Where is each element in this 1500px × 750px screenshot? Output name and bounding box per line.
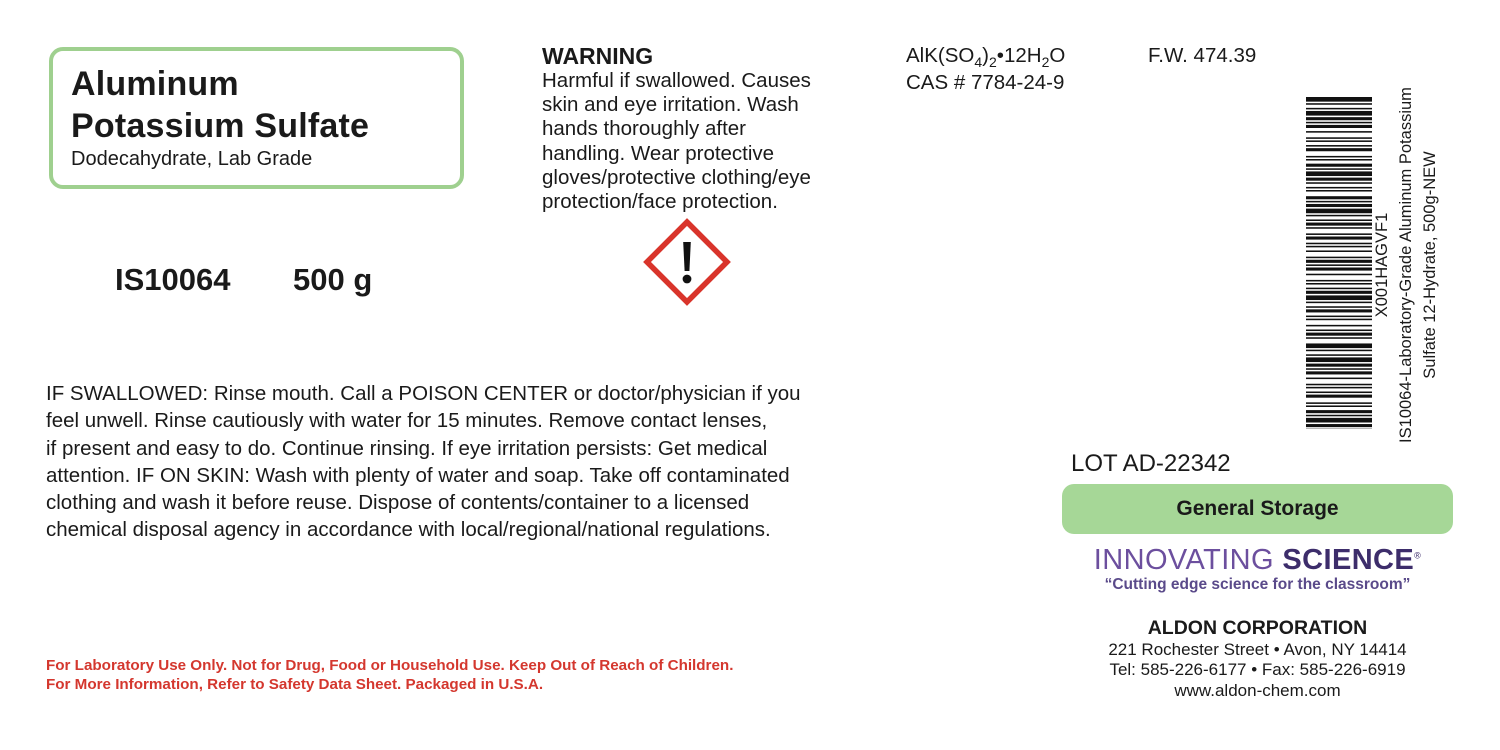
barcode-bar	[1306, 302, 1372, 304]
warning-title: WARNING	[542, 43, 654, 69]
barcode-bar	[1306, 418, 1372, 423]
barcode-bar	[1306, 246, 1372, 248]
barcode	[1306, 97, 1372, 429]
product-name-box	[49, 47, 464, 189]
barcode-bar	[1306, 140, 1372, 142]
barcode-bar	[1306, 405, 1372, 407]
barcode-bar	[1306, 111, 1372, 116]
barcode-bar	[1306, 424, 1372, 427]
barcode-bar	[1306, 260, 1372, 263]
brand-logo: INNOVATING SCIENCE®	[1093, 544, 1422, 576]
warning-line: skin and eye irritation. Wash	[542, 93, 799, 117]
barcode-bar	[1306, 233, 1372, 235]
chemical-formula: $AlK(SO_4)_2•12H_2O$	[906, 44, 1066, 71]
warning-line: handling. Wear protective	[542, 141, 775, 165]
barcode-bar	[1306, 159, 1372, 161]
barcode-bar	[1306, 227, 1372, 229]
barcode-bar	[1306, 330, 1372, 332]
barcode-bar	[1306, 415, 1372, 417]
product-subtitle: Dodecahydrate, Lab Grade	[71, 148, 313, 170]
company-name: ALDON CORPORATION	[1147, 617, 1368, 639]
barcode-bar	[1306, 357, 1372, 362]
barcode-bar	[1306, 368, 1372, 370]
barcode-bar	[1306, 237, 1372, 240]
brand-tagline: “Cutting edge science for the classroom”	[1104, 576, 1411, 593]
barcode-bar	[1306, 295, 1372, 300]
barcode-bar	[1306, 137, 1372, 139]
barcode-bar	[1306, 264, 1372, 266]
first-aid-line: IF SWALLOWED: Rinse mouth. Call a POISON CENTER or doctor/physician if you	[46, 382, 801, 405]
warning-line: protection/face protection.	[542, 190, 778, 214]
barcode-bar	[1306, 364, 1372, 367]
barcode-bar	[1306, 387, 1372, 389]
warning-line: gloves/protective clothing/eye	[542, 165, 811, 189]
first-aid-instructions	[46, 380, 886, 544]
barcode-bar	[1306, 215, 1372, 217]
company-info	[1062, 618, 1453, 701]
barcode-bar	[1306, 309, 1372, 312]
product-name-line2: Potassium Sulfate	[71, 107, 370, 145]
barcode-bar	[1306, 288, 1372, 290]
barcode-bar	[1306, 108, 1372, 110]
company-address: 221 Rochester Street • Avon, NY 14414	[1108, 639, 1407, 659]
barcode-bar	[1306, 392, 1372, 394]
cas-number: CAS # 7784-24-9	[906, 71, 1065, 94]
barcode-bar	[1306, 378, 1372, 380]
barcode-bar	[1306, 371, 1372, 374]
barcode-bar	[1306, 145, 1372, 147]
barcode-bar	[1306, 337, 1372, 339]
barcode-bar	[1306, 243, 1372, 245]
lab-use-line2: For More Information, Refer to Safety Data Sheet. Packaged in U.S.A.	[46, 676, 544, 693]
warning-line: hands thoroughly after	[542, 117, 746, 141]
barcode-bar	[1306, 164, 1372, 167]
barcode-bar	[1306, 223, 1372, 226]
barcode-bar	[1306, 209, 1372, 214]
barcode-bar	[1306, 187, 1372, 189]
ghs-exclamation-mark-icon	[643, 218, 731, 306]
barcode-bar	[1306, 410, 1372, 413]
barcode-bar	[1306, 274, 1372, 276]
first-aid-line: attention. IF ON SKIN: Wash with plenty of water and soap. Take off contaminated	[46, 463, 790, 487]
lab-use-line1: For Laboratory Use Only. Not for Drug, Food or Household Use. Keep Out of Reach of Children.	[46, 657, 734, 674]
barcode-bar	[1306, 268, 1372, 271]
company-website: www.aldon-chem.com	[1174, 680, 1341, 700]
barcode-bar	[1306, 219, 1372, 221]
first-aid-line: feel unwell. Rinse cautiously with water for 15 minutes. Remove contact lenses,	[46, 409, 768, 433]
barcode-bar	[1306, 204, 1372, 207]
formula-weight: F.W. 474.39	[1148, 44, 1257, 67]
barcode-bar	[1306, 125, 1372, 128]
barcode-bar	[1306, 97, 1372, 102]
barcode-caption	[1370, 55, 1460, 475]
first-aid-line: if present and easy to do. Continue rinsing. If eye irritation persists: Get medical	[46, 436, 768, 460]
barcode-bar	[1306, 354, 1372, 356]
warning-line: Harmful if swallowed. Causes	[542, 69, 811, 92]
barcode-bar	[1306, 316, 1372, 318]
barcode-bar	[1306, 171, 1372, 176]
barcode-bar	[1306, 306, 1372, 308]
catalog-number: IS10064	[115, 262, 231, 297]
barcode-bar	[1306, 131, 1372, 133]
barcode-bar	[1306, 343, 1372, 348]
lab-use-notice	[46, 656, 733, 694]
barcode-bar	[1306, 384, 1372, 386]
barcode-bar	[1306, 148, 1372, 151]
warning-statement	[542, 69, 862, 214]
barcode-bar	[1306, 168, 1372, 170]
barcode-bar	[1306, 395, 1372, 398]
barcode-bar	[1306, 117, 1372, 120]
barcode-bar	[1306, 103, 1372, 105]
first-aid-line: clothing and wash it before reuse. Dispose of contents/container to a licensed	[46, 491, 750, 515]
first-aid-line: chemical disposal agency in accordance with local/regional/national regulations.	[46, 518, 771, 542]
lot-number: LOT AD-22342	[1071, 450, 1231, 477]
barcode-bar	[1306, 291, 1372, 294]
barcode-bar	[1306, 156, 1372, 158]
barcode-fnsku: X001HAGVF1	[1373, 212, 1391, 318]
barcode-bar	[1306, 190, 1372, 192]
barcode-bar	[1306, 280, 1372, 282]
barcode-bar	[1306, 325, 1372, 327]
company-phone: Tel: 585-226-6177 • Fax: 585-226-6919	[1109, 660, 1406, 679]
barcode-bar	[1306, 196, 1372, 199]
barcode-bar	[1306, 350, 1372, 352]
barcode-bar	[1306, 201, 1372, 203]
barcode-bar	[1306, 257, 1372, 259]
barcode-bar	[1306, 122, 1372, 124]
barcode-bar	[1306, 250, 1372, 252]
barcode-bar	[1306, 333, 1372, 336]
barcode-description-line1: IS10064-Laboratory-Grade Aluminum Potassium	[1397, 87, 1415, 443]
barcode-bar	[1306, 319, 1372, 321]
barcode-description-line2: Sulfate 12-Hydrate, 500g-NEW	[1421, 151, 1439, 379]
product-name-line1: Aluminum	[71, 65, 239, 103]
barcode-bar	[1306, 178, 1372, 181]
package-size: 500 g	[293, 262, 373, 297]
barcode-bar	[1306, 283, 1372, 285]
barcode-bar	[1306, 402, 1372, 404]
storage-badge: General Storage	[1062, 484, 1453, 534]
barcode-bar	[1306, 182, 1372, 184]
